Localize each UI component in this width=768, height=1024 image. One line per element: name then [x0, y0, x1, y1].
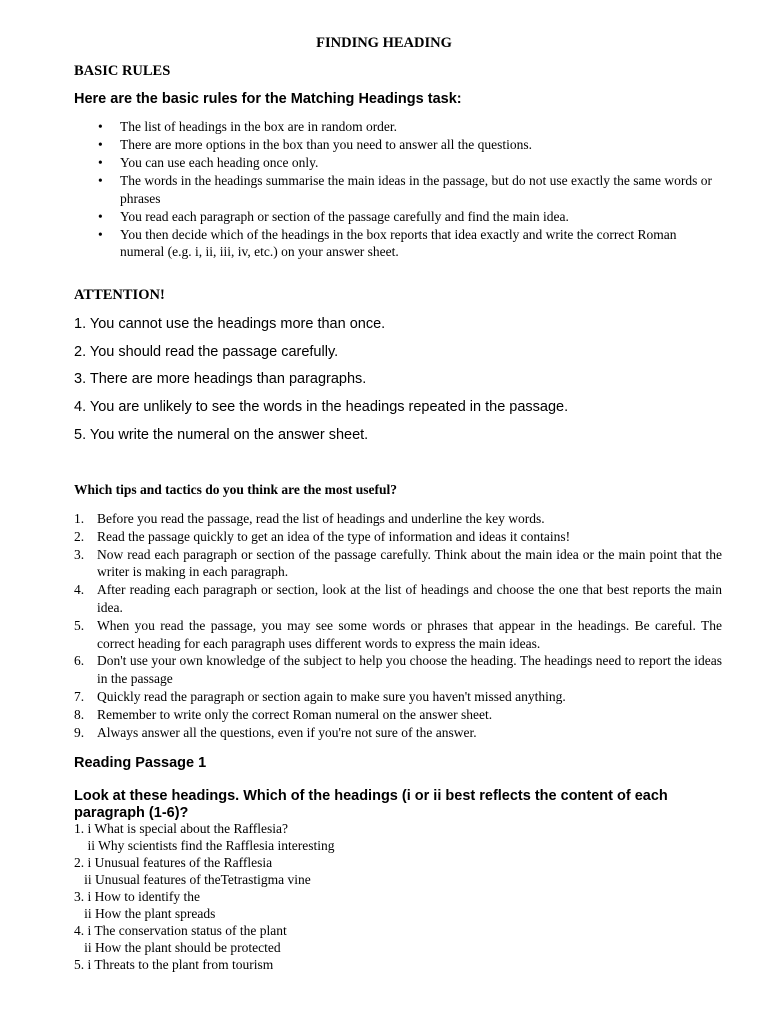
list-item-number: 4.	[74, 582, 85, 598]
list-item-text: Quickly read the paragraph or section again to make sure you haven't missed anything.	[97, 688, 566, 704]
bullet-icon: •	[98, 137, 103, 152]
tips-list	[74, 510, 722, 741]
list-item-text: Read the passage quickly to get an idea of the type of information and ideas it contains!	[97, 528, 571, 544]
list-item	[74, 688, 722, 706]
list-item-number: 2.	[74, 528, 85, 544]
attention-item: 2. You should read the passage carefully.	[74, 344, 339, 360]
heading-option-line: 2. i Unusual features of the Rafflesia	[74, 855, 273, 870]
list-item-text: You read each paragraph or section of the passage carefully and find the main idea.	[120, 208, 569, 224]
bullet-icon: •	[98, 155, 103, 170]
list-item	[74, 546, 722, 582]
list-item-text: There are more options in the box than you need to answer all the questions.	[120, 137, 533, 152]
bullet-icon: •	[98, 226, 103, 242]
attention-item: 3. There are more headings than paragraphs.	[74, 371, 367, 387]
list-item	[74, 510, 722, 528]
list-item	[74, 172, 724, 207]
heading-option-line: 1. i What is special about the Rafflesia?	[74, 821, 288, 836]
basic-rules-list	[74, 118, 724, 261]
list-item	[74, 136, 724, 154]
bullet-icon: •	[98, 208, 103, 224]
heading-option-line: 4. i The conservation status of the plant	[74, 923, 287, 938]
list-item	[74, 724, 722, 742]
attention-item: 4. You are unlikely to see the words in the headings repeated in the passage.	[74, 399, 569, 415]
list-item-text: After reading each paragraph or section, look at the list of headings and choose the one that best reports the main idea.	[97, 582, 722, 615]
list-item-number: 8.	[74, 706, 85, 722]
heading-option-line: 3. i How to identify the	[74, 889, 200, 904]
list-item-number: 1.	[74, 511, 85, 526]
list-item-text: The words in the headings summarise the main ideas in the passage, but do not use exactly the same words or phrases	[120, 173, 712, 206]
list-item	[74, 208, 724, 226]
list-item	[74, 528, 722, 546]
list-item	[74, 617, 722, 653]
heading-option-line: 5. i Threats to the plant from tourism	[74, 957, 274, 972]
list-item-text: You then decide which of the headings in the box reports that idea exactly and write the correct Roman numeral (e.g. i, ii, iii, iv, etc.) on your answer sheet.	[120, 226, 677, 259]
heading-options-list	[74, 820, 334, 973]
tips-heading: Which tips and tactics do you think are the most useful?	[74, 482, 398, 497]
reading-passage-instruction: Look at these headings. Which of the headings (i or ii best reflects the content of each paragraph (1-6)?	[74, 788, 668, 821]
list-item-number: 5.	[74, 617, 85, 633]
list-item-text: Always answer all the questions, even if you're not sure of the answer.	[97, 724, 477, 740]
heading-option-line: ii Why scientists find the Rafflesia interesting	[74, 838, 335, 853]
heading-option-line: ii How the plant should be protected	[74, 940, 281, 955]
list-item-text: Don't use your own knowledge of the subject to help you choose the heading. The headings need to report the ideas in the passage	[97, 653, 722, 687]
attention-item: 5. You write the numeral on the answer sheet.	[74, 427, 369, 443]
basic-rules-heading: BASIC RULES	[74, 63, 171, 79]
heading-option-line: ii How the plant spreads	[74, 906, 216, 921]
list-item	[74, 154, 724, 172]
attention-heading: ATTENTION!	[74, 287, 165, 303]
list-item-number: 3.	[74, 546, 85, 562]
list-item-number: 9.	[74, 724, 85, 740]
page-title: FINDING HEADING	[316, 35, 452, 51]
list-item-number: 7.	[74, 688, 85, 704]
list-item-text: The list of headings in the box are in random order.	[120, 119, 398, 134]
list-item-number: 6.	[74, 653, 85, 669]
list-item	[74, 118, 724, 136]
list-item	[74, 652, 722, 688]
attention-item: 1. You cannot use the headings more than once.	[74, 316, 386, 332]
basic-rules-intro: Here are the basic rules for the Matching Headings task:	[74, 91, 462, 107]
list-item	[74, 706, 722, 724]
list-item-text: Before you read the passage, read the list of headings and underline the key words.	[97, 511, 545, 526]
list-item-text: Now read each paragraph or section of the passage carefully. Think about the main idea or the main point that the writer is making in each paragraph.	[97, 546, 722, 580]
list-item	[74, 581, 722, 617]
bullet-icon: •	[98, 119, 103, 134]
list-item-text: Remember to write only the correct Roman numeral on the answer sheet.	[97, 706, 493, 722]
list-item-text: When you read the passage, you may see some words or phrases that appear in the headings. Be careful. The correct heading for each paragraph uses different words to express the main ideas.	[97, 617, 722, 651]
bullet-icon: •	[98, 173, 103, 188]
heading-option-line: ii Unusual features of theTetrastigma vine	[74, 872, 311, 887]
list-item	[74, 226, 724, 261]
reading-passage-heading: Reading Passage 1	[74, 755, 207, 771]
list-item-text: You can use each heading once only.	[120, 155, 319, 170]
